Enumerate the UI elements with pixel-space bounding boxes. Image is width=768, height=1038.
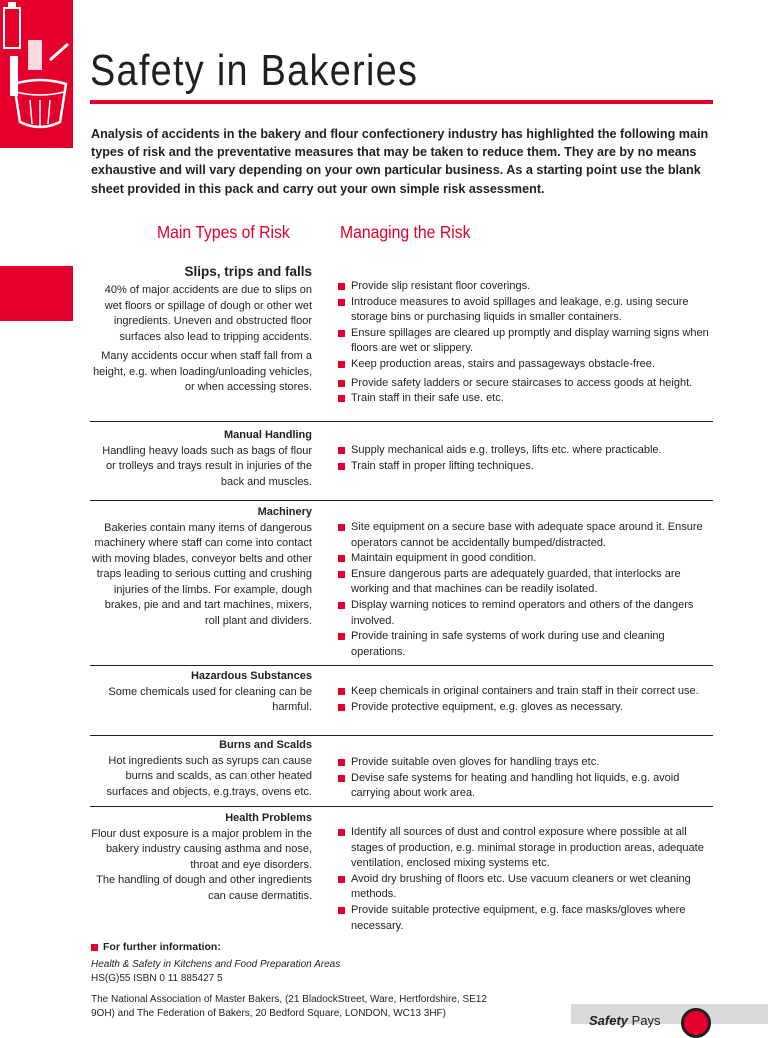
measure-item: Provide suitable protective equipment, e.g. face masks/gloves where necessary. — [338, 903, 713, 934]
measure-item: Provide suitable oven gloves for handling trays etc. — [338, 755, 713, 771]
further-info-organisations: The National Association of Master Bakers, (21 BladockStreet, Ware, Hertfordshire, SE12 9OH) and The Federation of Bakers, 20 Bedford Square, LONDON, WC13 3HF) — [91, 994, 487, 1019]
risk-measures-list — [338, 755, 713, 802]
measure-item: Maintain equipment in good condition. — [338, 551, 713, 567]
risk-measures-list — [338, 684, 713, 715]
measure-item: Provide training in safe systems of work during use and cleaning operations. — [338, 629, 713, 660]
risk-section-slips — [90, 261, 713, 422]
risk-name: Machinery — [257, 506, 312, 518]
red-square-bullet-icon — [338, 571, 345, 578]
risk-description: Flour dust exposure is a major problem in the bakery industry causing asthma and nose, throat and eye disorders. — [91, 827, 312, 871]
mixing-bowl-icon — [0, 0, 73, 148]
red-square-bullet-icon — [338, 704, 345, 711]
risk-description-block — [90, 669, 312, 716]
red-square-bullet-icon — [338, 395, 345, 402]
risk-measures-list — [338, 443, 713, 474]
risk-description-block — [90, 261, 312, 396]
risk-measures-list — [338, 825, 713, 934]
risk-name: Burns and Scalds — [219, 739, 312, 751]
risk-section-health-problems — [90, 811, 713, 936]
measure-item: Avoid dry brushing of floors etc. Use vacuum cleaners or wet cleaning methods. — [338, 872, 713, 903]
red-square-bullet-icon — [338, 299, 345, 306]
risk-description: Some chemicals used for cleaning can be harmful. — [108, 685, 312, 713]
risk-description-block — [90, 811, 312, 904]
page-title: Safety in Bakeries — [90, 46, 419, 95]
measure-item: Devise safe systems for heating and handling hot liquids, e.g. avoid carrying about work area. — [338, 771, 713, 802]
measure-item: Provide safety ladders or secure staircases to access goods at height. — [338, 376, 713, 392]
measure-item: Provide protective equipment, e.g. gloves as necessary. — [338, 700, 713, 716]
risk-measures-list — [338, 279, 713, 407]
red-square-bullet-icon — [338, 361, 345, 368]
risk-name: Slips, trips and falls — [184, 264, 312, 279]
bakery-logo — [0, 0, 73, 148]
risk-section-machinery — [90, 505, 713, 666]
risk-description: The handling of dough and other ingredients can cause dermatitis. — [96, 874, 312, 902]
measure-item: Display warning notices to remind operators and others of the dangers involved. — [338, 598, 713, 629]
brand-text: Safety Pays — [589, 1013, 661, 1028]
further-info-reference: HS(G)55 ISBN 0 11 885427 5 — [91, 973, 223, 984]
brand-emblem-icon — [681, 1008, 711, 1038]
red-square-bullet-icon — [338, 555, 345, 562]
risk-name: Hazardous Substances — [190, 670, 312, 682]
red-square-bullet-icon — [338, 876, 345, 883]
measure-item: Keep chemicals in original containers and train staff in their correct use. — [338, 684, 713, 700]
risk-description: 40% of major accidents are due to slips on wet floors or spillage of dough or other wet ingredients. Uneven and obstructed floor surfaces also lead to tripping accidents. — [104, 284, 312, 343]
measure-item: Provide slip resistant floor coverings. — [338, 279, 713, 295]
risk-description-block — [90, 738, 312, 800]
red-square-bullet-icon — [338, 775, 345, 782]
risk-section-manual-handling — [90, 428, 713, 501]
red-square-bullet-icon — [338, 759, 345, 766]
red-square-bullet-icon — [338, 330, 345, 337]
risk-description: Hot ingredients such as syrups can cause burns and scalds, as can other heated surfaces and objects, e.g.trays, ovens etc. — [106, 754, 312, 798]
column-heading-risk-types: Main Types of Risk — [157, 222, 290, 242]
risk-section-burns-scalds — [90, 738, 713, 807]
red-square-bullet-icon — [338, 829, 345, 836]
measure-item: Ensure dangerous parts are adequately guarded, that interlocks are working and that machines can be readily isolated. — [338, 567, 713, 598]
measure-item: Train staff in their safe use. etc. — [338, 391, 713, 407]
intro-paragraph: Analysis of accidents in the bakery and flour confectionery industry has highlighted the following main types of risk and the preventative measures that may be taken to reduce them. They are by no means exhaustive and will vary depending on your own particular business. As a starting point use the blank sheet provided in this pack and carry out your own simple risk assessment. — [91, 127, 709, 196]
column-heading-managing-risk: Managing the Risk — [340, 222, 471, 242]
risk-name: Health Problems — [225, 812, 312, 824]
further-info-publication: Health & Safety in Kitchens and Food Preparation Areas — [91, 959, 341, 970]
title-divider — [90, 100, 713, 104]
measure-item: Site equipment on a secure base with adequate space around it. Ensure operators cannot be accidentally bumped/distracted. — [338, 520, 713, 551]
risk-description: Many accidents occur when staff fall from a height, e.g. when loading/unloading vehicles, or when accessing stores. — [93, 350, 312, 393]
red-square-bullet-icon — [338, 688, 345, 695]
red-square-bullet-icon — [338, 283, 345, 290]
red-square-bullet-icon — [338, 463, 345, 470]
red-square-bullet-icon — [338, 602, 345, 609]
safety-pays-logo — [571, 1004, 768, 1028]
risk-name: Manual Handling — [224, 429, 312, 441]
measure-item: Ensure spillages are cleared up promptly and display warning signs when floors are wet or slippery. — [338, 326, 713, 357]
risk-description: Bakeries contain many items of dangerous machinery where staff can come into contact with moving blades, conveyor belts and other traps leading to serious cutting and crushing injuries of the limbs. For example, dough brakes, pie and and tart machines, mixers, roll plant and dividers. — [91, 521, 312, 627]
measure-item: Introduce measures to avoid spillages and leakage, e.g. using secure storage bins or purchasing liquids in smaller containers. — [338, 295, 713, 326]
risk-measures-list — [338, 520, 713, 660]
measure-item: Train staff in proper lifting techniques. — [338, 459, 713, 475]
risk-section-hazardous-substances — [90, 669, 713, 736]
red-square-bullet-icon — [338, 633, 345, 640]
red-square-bullet-icon — [338, 524, 345, 531]
red-square-bullet-icon — [338, 380, 345, 387]
risk-description: Handling heavy loads such as bags of flour or trolleys and trays result in injuries of the back and muscles. — [102, 444, 312, 488]
risk-description-block — [90, 505, 312, 629]
measure-item: Supply mechanical aids e.g. trolleys, lifts etc. where practicable. — [338, 443, 713, 459]
red-square-bullet-icon — [91, 944, 98, 951]
measure-item: Keep production areas, stairs and passageways obstacle-free. — [338, 357, 713, 373]
red-square-bullet-icon — [338, 907, 345, 914]
risk-description-block — [90, 428, 312, 490]
red-square-bullet-icon — [338, 447, 345, 454]
measure-item: Identify all sources of dust and control exposure where possible at all stages of production, e.g. minimal storage in production areas, adequate ventilation, enclosed mixing systems etc. — [338, 825, 713, 872]
section-tab — [0, 266, 73, 321]
further-info-heading: For further information: — [103, 941, 221, 953]
